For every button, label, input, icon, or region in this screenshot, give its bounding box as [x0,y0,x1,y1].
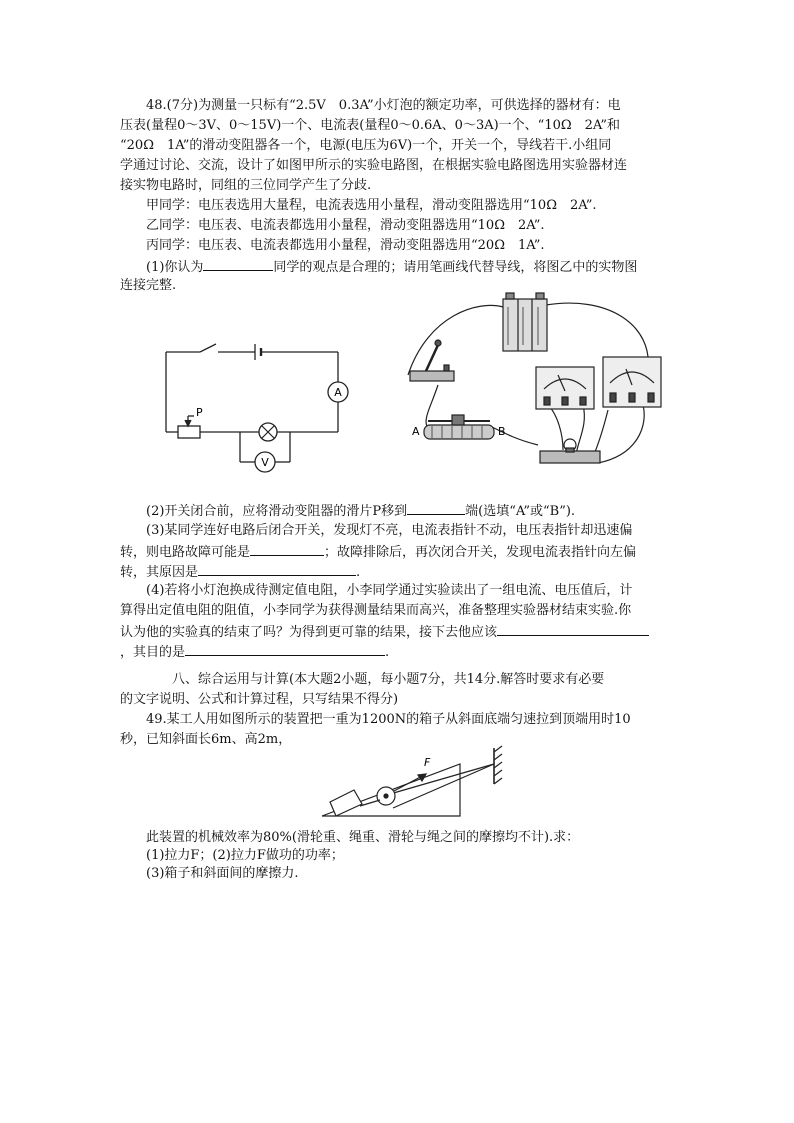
lamp-board [540,439,600,463]
force-label: F [424,756,431,769]
q48-line-4: 学通过讨论、交流，设计了如图甲所示的实验电路图，在根据实验电路图选用实验器材连 [120,158,628,173]
q49-line-5: (3)箱子和斜面间的摩擦力. [146,866,299,881]
q49-line-4: (1)拉力F；(2)拉力F做功的功率； [146,848,344,863]
voltmeter-device [603,357,661,407]
q48-part-3-text-d: 转，其原因是 [120,565,199,580]
ammeter-device [536,367,594,409]
q48-part-4-line-1: (4)若将小灯泡换成待测定值电阻，小李同学通过实验读出了一组电流、电压值后，计 [146,583,633,598]
incline-figure [318,744,518,822]
q48-part-1-cont: 连接完整. [120,278,177,293]
ammeter-label: A [334,386,342,399]
q48-part-1 [146,256,637,278]
q48-part-1-text-b: 同学的观点是合理的；请用笔画线代替导线，将图乙中的实物图 [273,260,638,275]
q48-part-2-text-a: (2)开关闭合前，应将滑动变阻器的滑片P移到 [146,504,408,519]
section-8-heading-cont: 的文字说明、公式和计算过程，只写结果不得分) [120,692,399,707]
wire-8 [598,405,644,463]
q48-part-3-line-1: (3)某同学连好电路后闭合开关，发现灯不亮，电流表指针不动，电压表指针却迅速偏 [146,523,633,538]
wire-5 [548,405,563,450]
voltmeter-label: V [261,456,269,469]
q49-line-3: 此装置的机械效率为80%(滑轮重、绳重、滑轮与绳之间的摩擦均不计).求： [146,830,580,845]
rheostat-a-label: A [412,425,420,438]
q48-student-bing: 丙同学：电压表、电流表都选用小量程，滑动变阻器选用“20Ω 1A”. [146,238,545,253]
answer-blank-6[interactable] [185,641,385,656]
rheostat-device [424,415,494,439]
q48-part-3-line-2 [120,541,636,563]
section-8-heading: 八、综合运用与计算(本大题2小题，每小题7分，共14分.解答时要求有必要 [172,672,605,687]
rheostat-symbol [178,426,200,438]
battery-pack [503,293,547,351]
q48-part-4-line-3 [120,621,649,643]
switch-blade [200,344,216,352]
q48-part-3-line-3 [120,561,360,583]
rheostat-b-label: B [498,425,506,438]
q48-line-1: 48.(7分)为测量一只标有“2.5V 0.3A”小灯泡的额定功率，可供选择的器材有：电 [146,98,621,113]
q48-part-4-text-d: ，其目的是 [120,645,186,660]
answer-blank-5[interactable] [497,621,649,636]
q48-part-4-text-e: . [385,645,390,660]
q48-student-yi: 乙同学：电压表、电流表都选用小量程，滑动变阻器选用“10Ω 2A”. [146,218,545,233]
wire-4 [488,425,538,445]
wire-6 [576,405,584,455]
q49-line-2: 秒，已知斜面长6m、高2m， [120,732,292,747]
wire-7 [593,410,608,457]
q48-part-4-line-4 [120,641,389,663]
q48-line-3: “20Ω 1A”的滑动变阻器各一个，电源(电压为6V)一个，开关一个，导线若干.小组同 [120,138,612,153]
knife-switch [410,340,454,381]
q48-part-1-text-a: (1)你认为 [146,260,204,275]
q48-student-jia: 甲同学：电压表选用大量程，电流表选用小量程，滑动变阻器选用“10Ω 2A”. [146,198,597,213]
answer-blank-3[interactable] [250,541,324,556]
q48-part-4-text-c: 认为他的实验真的结束了吗？为得到更可靠的结果，接下去他应该 [120,625,498,640]
q48-part-3-text-c: ；故障排除后，再次闭合开关，发现电流表指针向左偏 [324,545,637,560]
q48-line-2: 压表(量程0～3V、0～15V)一个、电流表(量程0～0.6A、0～3A)一个、“10Ω 2A”和 [120,118,621,133]
answer-blank-4[interactable] [198,561,356,576]
slider-arrow [185,420,191,426]
q48-part-2 [146,500,575,522]
q48-line-5: 接实物电路时，同组的三位同学产生了分歧. [120,178,372,193]
q48-part-3-text-e: . [356,565,361,580]
circuit-diagram [160,330,350,475]
wire-1 [408,305,503,375]
q48-part-4-line-2: 算得出定值电阻的阻值，小李同学为获得测量结果而高兴，准备整理实验器材结束实验.你 [120,603,632,618]
answer-blank-2[interactable] [407,500,465,515]
q48-part-2-text-b: 端(选填“A”或“B”). [465,504,576,519]
answer-blank-1[interactable] [203,256,273,271]
q49-line-1: 49.某工人用如图所示的装置把一重为1200N的箱子从斜面底端匀速拉到顶端用时10 [146,712,631,727]
apparatus-figure [398,285,668,475]
q48-part-3-text-b: 转，则电路故障可能是 [120,545,251,560]
slider-label: P [196,406,203,419]
